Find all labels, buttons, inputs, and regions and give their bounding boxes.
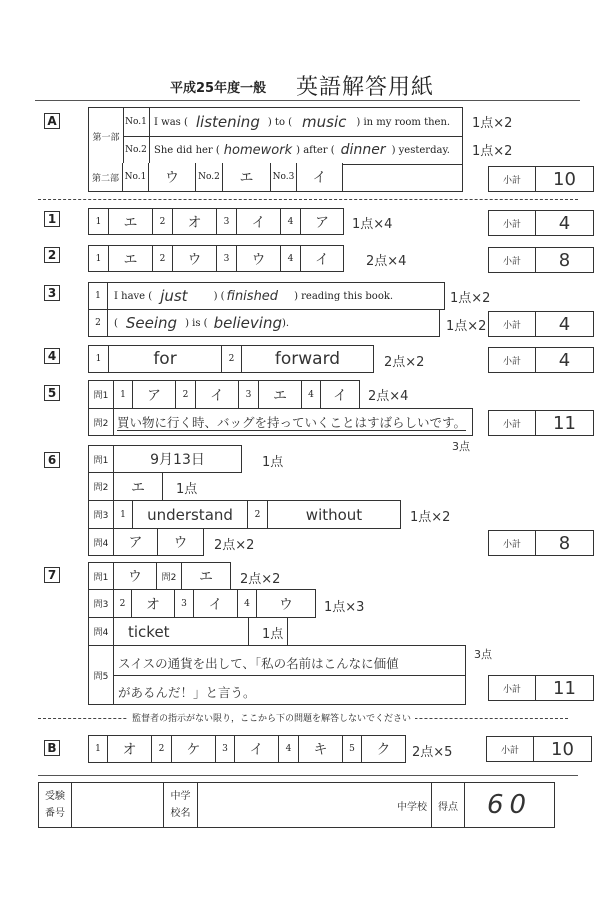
s6-subtotal [488, 530, 594, 556]
s5-q1-points: 2点×4 [368, 389, 409, 404]
s6-q1-row [88, 445, 242, 473]
s1-answer-3[interactable]: イ [237, 209, 281, 234]
s2-num-2: 2 [153, 246, 173, 271]
score-value[interactable]: 60 [486, 790, 533, 820]
s6-q3-num-1: 1 [114, 501, 133, 528]
a-p2-no1: No.1 [123, 163, 149, 191]
s5-q2-answer[interactable] [114, 409, 472, 435]
subtotal-value[interactable]: 8 [558, 249, 571, 271]
s3-q2-post: ). [281, 317, 290, 329]
b-answer-5[interactable]: ク [376, 742, 391, 758]
s4-answer-1[interactable]: for [109, 346, 222, 372]
s6-q1-answer[interactable]: 9月13日 [150, 452, 205, 468]
section-6-label: 6 [44, 452, 60, 468]
section-1-label: 1 [44, 211, 60, 227]
s2-subtotal [488, 247, 594, 273]
s7-q3-answer-3[interactable]: ウ [279, 596, 293, 613]
subtotal-label: 小計 [489, 167, 536, 191]
b-num-5: 5 [343, 736, 362, 762]
section-2-row [88, 245, 344, 272]
a-q2-points: 1点×2 [472, 144, 513, 159]
a-q2-answer1[interactable]: homework [223, 142, 293, 158]
s7-q3-num-3: 4 [238, 590, 257, 617]
s7-q5-line1: スイスの通貨を出して、「私の名前はこんなに価値 [114, 646, 465, 676]
dotted-divider [38, 199, 578, 200]
s5-answer-2[interactable]: イ [196, 381, 239, 408]
s4-num-1: 1 [89, 346, 109, 372]
s7-q2-label: 問2 [157, 563, 182, 589]
s1-answer-4[interactable]: ア [315, 214, 329, 231]
s3-q2-number: 2 [89, 310, 108, 336]
s5-answer-1[interactable]: ア [133, 381, 176, 408]
section-b-row [88, 735, 406, 763]
page-title: 英語解答用紙 [296, 75, 435, 100]
b-answer-4[interactable]: キ [299, 736, 343, 762]
s3-q1-row [88, 282, 445, 310]
b-answer-1[interactable]: オ [108, 736, 152, 762]
a-part2-row [88, 163, 343, 192]
s1-num-2: 2 [153, 209, 173, 234]
s5-q2-label: 問2 [89, 409, 114, 435]
s5-num-3: 3 [239, 381, 259, 408]
s7-q5-row [88, 645, 466, 705]
s5-answer-4[interactable]: イ [333, 387, 347, 404]
s7-q5-answer[interactable] [114, 646, 465, 704]
s6-q4-label: 問4 [89, 529, 114, 555]
s7-q5-label: 問5 [89, 646, 114, 704]
s2-points: 2点×4 [366, 254, 407, 269]
b-points: 2点×5 [412, 745, 453, 760]
s7-q3-answer-2[interactable]: イ [194, 590, 238, 617]
s2-num-3: 3 [217, 246, 237, 271]
a-q1-answer1[interactable]: listening [195, 113, 260, 131]
school-name-field[interactable] [198, 783, 432, 827]
section-2-label: 2 [44, 247, 60, 263]
a-q1-points: 1点×2 [472, 116, 513, 131]
a-q2-mid: ) after ( [296, 144, 335, 156]
s7-q12-row [88, 562, 231, 590]
a-p2-no3: No.3 [271, 163, 297, 191]
b-num-2: 2 [152, 736, 172, 762]
school-suffix: 中学校 [397, 801, 427, 813]
s7-q3-answer-1[interactable]: オ [132, 590, 175, 617]
s7-q3-num-1: 2 [114, 590, 132, 617]
exam-number-field[interactable] [72, 783, 164, 827]
a-q2-post: ) yesterday. [391, 144, 450, 156]
s6-q3-label: 問3 [89, 501, 114, 528]
s4-points: 2点×2 [384, 355, 425, 370]
s7-q4-row [88, 617, 288, 646]
s3-q1-pre: I have ( [114, 290, 153, 302]
s7-q5-line2: があるんだ！」と言う。 [118, 685, 256, 700]
s4-num-2: 2 [222, 346, 242, 372]
s6-q1-points: 1点 [262, 455, 284, 470]
subtotal-value[interactable]: 11 [553, 412, 576, 434]
part2-label: 第二部 [89, 163, 123, 191]
b-num-4: 4 [279, 736, 299, 762]
s2-num-4: 4 [281, 246, 301, 271]
s7-q5-points: 3点 [474, 648, 492, 661]
s2-answer-4[interactable]: イ [315, 251, 329, 268]
a-subtotal [488, 166, 594, 192]
subtotal-value[interactable]: 10 [551, 738, 574, 760]
s5-q2-answer-text: 買い物に行く時、バッグを持っていくことはすばらしいです。 [117, 415, 467, 430]
subtotal-value[interactable]: 4 [558, 349, 571, 371]
s2-answer-3[interactable]: ウ [237, 246, 281, 271]
s6-q4-answer-1[interactable]: ア [114, 529, 158, 555]
subtotal-label: 小計 [489, 248, 536, 272]
s6-q2-label: 問2 [89, 473, 114, 500]
s6-q4-answer-2[interactable]: ウ [173, 535, 188, 551]
s6-q4-points: 2点×2 [214, 538, 255, 553]
s6-q3-row [88, 500, 401, 529]
a-q1-sentence [149, 108, 462, 137]
footer-divider [38, 775, 578, 776]
s7-q3-label: 問3 [89, 590, 114, 617]
exam-year-label: 平成25年度一般 [170, 81, 267, 96]
s1-points: 1点×4 [352, 217, 393, 232]
section-5-label: 5 [44, 385, 60, 401]
s3-subtotal [488, 311, 594, 337]
s3-q1-mid: ) ( [213, 290, 225, 302]
s5-num-2: 2 [176, 381, 196, 408]
s1-answer-1[interactable]: エ [109, 209, 153, 234]
s3-q2-sentence [108, 310, 439, 336]
exam-number-label-2: 番号 [45, 808, 65, 819]
subtotal-value[interactable]: 11 [553, 677, 576, 699]
a-q2-pre: She did her ( [154, 144, 220, 156]
a-q2-sentence [149, 136, 462, 165]
s5-num-1: 1 [114, 381, 133, 408]
a-q1-answer2[interactable]: music [302, 113, 347, 131]
s3-q2-row [88, 309, 440, 337]
s3-q2-answer1[interactable]: Seeing [125, 314, 178, 332]
a-q1-mid: ) to ( [267, 116, 293, 128]
section-7-label: 7 [44, 567, 60, 583]
section-1-row [88, 208, 344, 235]
b-answer-2[interactable]: ケ [172, 736, 216, 762]
s2-answer-2[interactable]: ウ [173, 246, 217, 271]
s3-q2-answer2[interactable]: believing [213, 314, 282, 332]
s7-q2-answer[interactable]: エ [199, 569, 213, 585]
a-q1-number: No.1 [123, 108, 150, 137]
s5-answer-3[interactable]: エ [259, 381, 302, 408]
s3-q1-post: ) reading this book. [294, 290, 394, 302]
s4-answer-2[interactable]: forward [274, 349, 341, 369]
score-label: 得点 [432, 783, 465, 827]
a-p2-answer2[interactable]: エ [223, 163, 271, 191]
a-p2-answer3[interactable]: イ [312, 170, 327, 186]
s7-subtotal [488, 675, 594, 701]
s3-q2-mid: ) is ( [185, 317, 208, 329]
a-q1-pre: I was ( [154, 116, 188, 128]
school-name-label [164, 783, 198, 827]
s1-answer-2[interactable]: オ [173, 209, 217, 234]
footer-table [38, 782, 555, 828]
b-num-3: 3 [216, 736, 235, 762]
s7-q1-label: 問1 [89, 563, 114, 589]
s2-answer-1[interactable]: エ [109, 246, 153, 271]
subtotal-label: 小計 [487, 737, 534, 761]
b-subtotal [486, 736, 592, 762]
s3-q1-answer2[interactable]: finished [226, 288, 279, 304]
s7-q4-points: 1点 [262, 627, 284, 642]
s5-q2-points: 3点 [452, 440, 470, 453]
school-name-label-1: 中学 [170, 791, 191, 802]
s6-q3-points: 1点×2 [410, 510, 451, 525]
s5-q1-label: 問1 [89, 381, 114, 408]
s5-q2-row [88, 408, 473, 436]
s6-q2-answer[interactable]: エ [131, 479, 145, 496]
section-4-row [88, 345, 374, 373]
s7-q4-answer[interactable]: ticket [114, 618, 249, 645]
exam-number-label [39, 783, 72, 827]
s7-q1-answer[interactable]: ウ [114, 563, 157, 589]
subtotal-label: 小計 [489, 531, 536, 555]
s5-num-4: 4 [302, 381, 321, 408]
s3-q2-pre: ( [114, 317, 118, 329]
school-name-label-2: 校名 [170, 808, 191, 819]
subtotal-value[interactable]: 10 [553, 168, 576, 190]
s5-subtotal [488, 410, 594, 436]
s7-q4-label: 問4 [89, 618, 114, 645]
b-answer-3[interactable]: イ [235, 736, 279, 762]
a-q2-answer2[interactable]: dinner [340, 142, 386, 158]
s6-q3-num-2: 2 [248, 501, 268, 528]
s3-q2-points: 1点×2 [446, 319, 487, 334]
subtotal-label: 小計 [489, 348, 536, 372]
subtotal-label: 小計 [489, 411, 536, 435]
subtotal-label: 小計 [489, 676, 536, 700]
s1-subtotal [488, 210, 594, 236]
subtotal-value[interactable]: 8 [558, 532, 571, 554]
a-q2-number: No.2 [123, 136, 150, 165]
s6-q2-row [88, 472, 163, 501]
s1-num-4: 4 [281, 209, 301, 234]
s6-q3-answer-1[interactable]: understand [133, 501, 248, 528]
s3-q1-number: 1 [89, 283, 108, 309]
section-b-label: B [44, 740, 60, 756]
s7-q3-num-2: 3 [175, 590, 194, 617]
subtotal-value[interactable]: 4 [558, 313, 571, 335]
s6-q1-label: 問1 [89, 446, 114, 472]
s7-q3-points: 1点×3 [324, 600, 365, 615]
subtotal-label: 小計 [489, 312, 536, 336]
section-a-label: A [44, 113, 60, 129]
s3-q1-sentence [108, 283, 444, 309]
exam-number-label-1: 受験 [45, 791, 65, 802]
s1-num-3: 3 [217, 209, 237, 234]
s1-num-1: 1 [89, 209, 109, 234]
s6-q4-row [88, 528, 204, 556]
s2-num-1: 1 [89, 246, 109, 271]
title-divider [35, 100, 580, 101]
s4-subtotal [488, 347, 594, 373]
a-p2-answer1[interactable]: ウ [149, 163, 196, 191]
s7-q3-row [88, 589, 316, 618]
s7-q12-points: 2点×2 [240, 572, 281, 587]
subtotal-value[interactable]: 4 [558, 212, 571, 234]
s3-q1-answer1[interactable]: just [160, 287, 188, 305]
section-4-label: 4 [44, 348, 60, 364]
a-p2-no2: No.2 [196, 163, 223, 191]
subtotal-label: 小計 [489, 211, 536, 235]
b-num-1: 1 [89, 736, 108, 762]
s5-q1-row [88, 380, 360, 409]
s6-q3-answer-2[interactable]: without [305, 505, 363, 524]
a-q1-post: ) in my room then. [356, 116, 451, 128]
s3-q1-points: 1点×2 [450, 291, 491, 306]
section-3-label: 3 [44, 285, 60, 301]
s6-q2-points: 1点 [176, 482, 198, 497]
part1-label: 第一部 [89, 108, 124, 165]
notice-text: 監督者の指示がない限り，ここから下の問題を解答しないでください [128, 711, 415, 724]
